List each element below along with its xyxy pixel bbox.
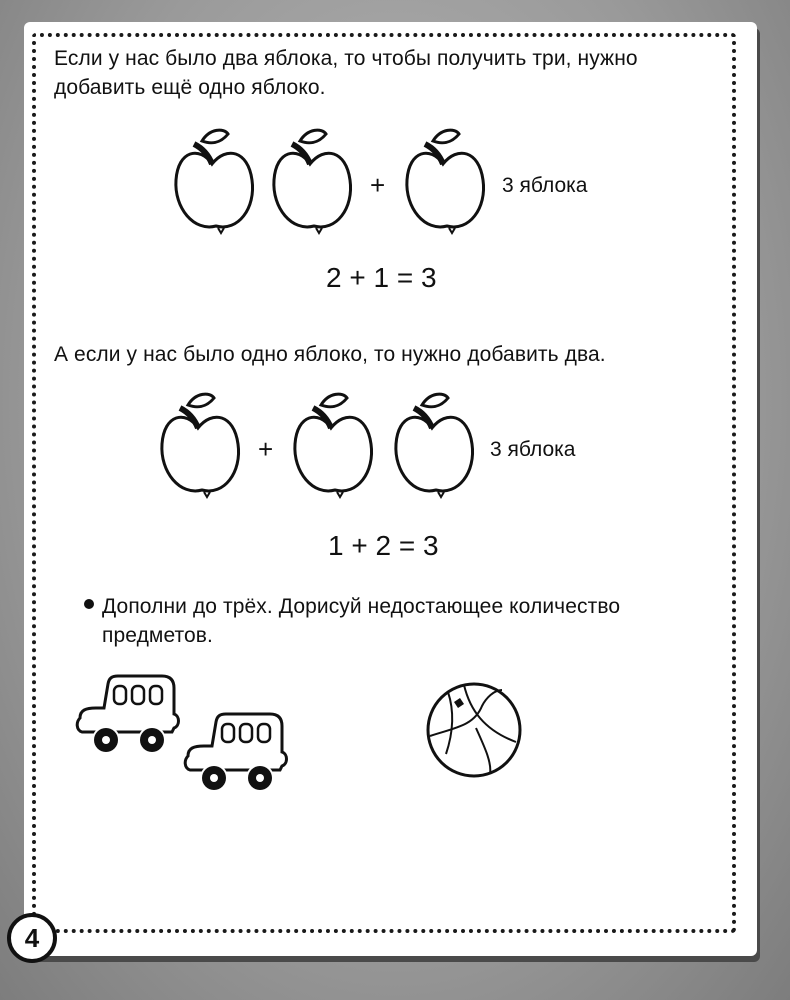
equation-2: 1 + 2 = 3	[328, 530, 439, 561]
apple-icon	[158, 392, 244, 500]
ball-icon	[424, 680, 524, 780]
task-instruction: Дополни до трёх. Дорисуй недостающее количество предметов.	[102, 595, 621, 647]
apple-count-label: 3 яблока	[502, 174, 588, 197]
apple-icon	[291, 392, 377, 500]
dotted-border	[32, 33, 736, 933]
apple-icon	[270, 128, 356, 236]
apple-icon	[172, 128, 258, 236]
apple-icon	[392, 392, 478, 500]
equation-1: 2 + 1 = 3	[326, 262, 437, 293]
bullet-icon	[84, 599, 94, 609]
plus-sign: +	[258, 434, 274, 464]
intro-paragraph-2: А если у нас было одно яблоко, то нужно добавить два.	[54, 343, 606, 366]
plus-sign: +	[370, 170, 386, 200]
page-number: 4	[7, 913, 57, 963]
apple-icon	[403, 128, 489, 236]
apple-count-label: 3 яблока	[490, 438, 576, 461]
intro-paragraph-1: Если у нас было два яблока, то чтобы получить три, нужно добавить ещё одно яблоко.	[54, 47, 638, 99]
car-icon	[74, 674, 184, 758]
car-icon	[182, 712, 292, 796]
